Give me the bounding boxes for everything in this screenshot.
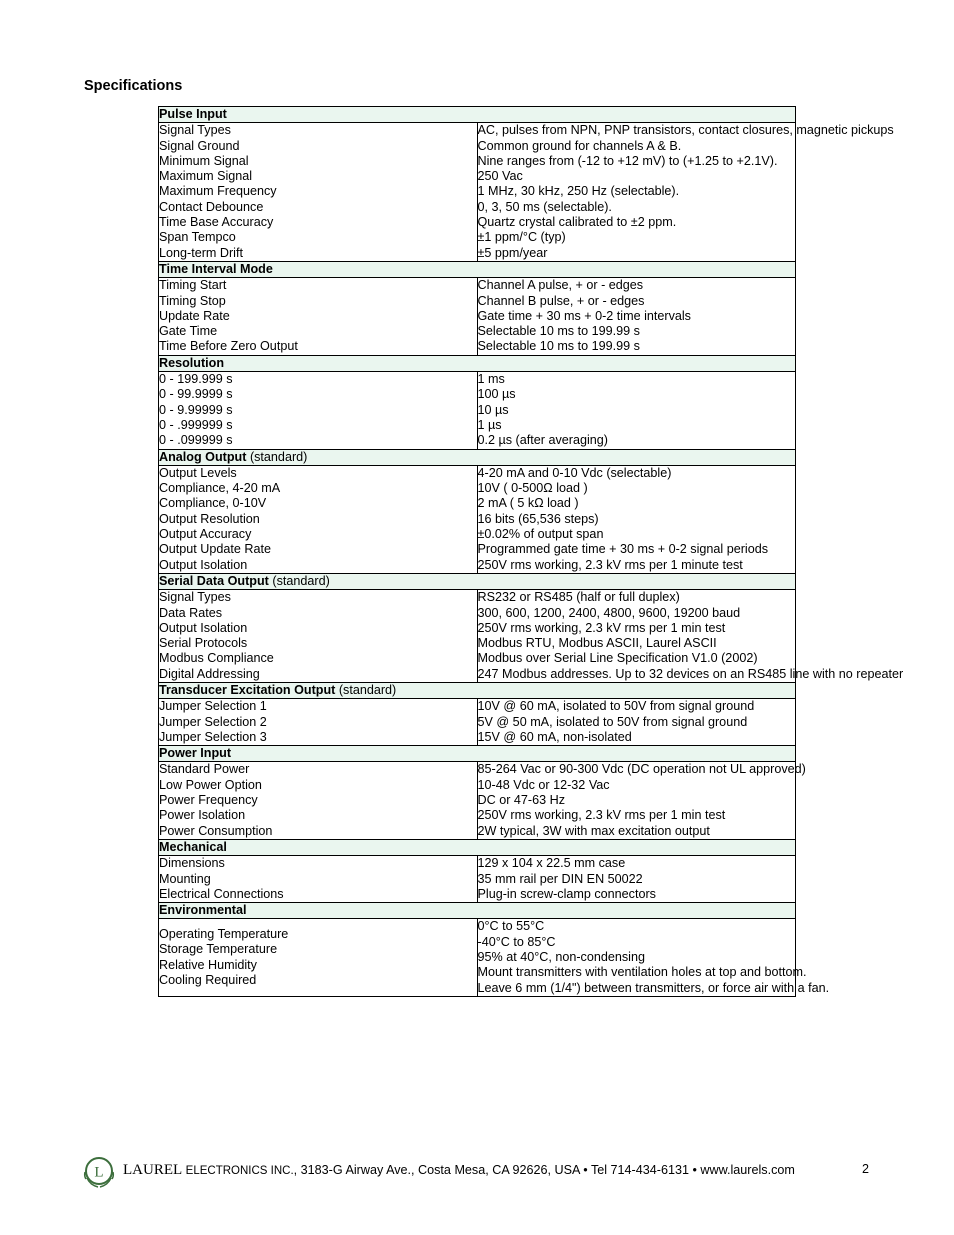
- spec-label: Update Rate: [159, 308, 230, 323]
- section-title: Transducer Excitation Output: [159, 682, 336, 697]
- spec-values-cell: [477, 919, 830, 996]
- section-body-row: [159, 278, 796, 355]
- section-body-row: [159, 590, 796, 683]
- spec-label: Span Tempco: [159, 230, 236, 245]
- spec-values-cell: [477, 278, 796, 355]
- spec-value: 1 µs: [477, 417, 502, 432]
- section-title: Serial Data Output: [159, 573, 269, 588]
- footer-company: ELECTRONICS INC.: [185, 1165, 294, 1177]
- spec-label: Digital Addressing: [159, 666, 260, 681]
- spec-labels-cell: [159, 372, 478, 449]
- section-header: [159, 449, 796, 465]
- spec-value: 0, 3, 50 ms (selectable).: [477, 199, 612, 214]
- spec-value: Quartz crystal calibrated to ±2 ppm.: [477, 215, 677, 230]
- spec-value: 250 Vac: [477, 169, 523, 184]
- spec-label: Power Isolation: [159, 808, 246, 823]
- section-body-row: [159, 856, 796, 903]
- footer-contact: [123, 1162, 795, 1179]
- page-title: Specifications: [84, 78, 183, 94]
- spec-value: 15V @ 60 mA, non-isolated: [477, 729, 632, 744]
- spec-label: Relative Humidity: [159, 957, 257, 972]
- section-header-row: [159, 746, 796, 762]
- section-body-row: [159, 699, 796, 746]
- section-body-row: [159, 762, 796, 839]
- spec-labels-cell: [159, 465, 478, 573]
- footer-tel: Tel 714-434-6131: [590, 1163, 689, 1177]
- spec-label: Gate Time: [159, 324, 218, 339]
- spec-value: Modbus RTU, Modbus ASCII, Laurel ASCII: [477, 636, 717, 651]
- section-header-row: [159, 682, 796, 698]
- section-title: Resolution: [159, 355, 225, 370]
- spec-label: Jumper Selection 3: [159, 729, 267, 744]
- section-qualifier: (standard): [338, 682, 397, 697]
- spec-label: Mounting: [159, 871, 211, 886]
- section-header: [159, 355, 796, 371]
- spec-value: -40°C to 85°C: [477, 934, 556, 949]
- svg-text:L: L: [94, 1164, 104, 1181]
- spec-label: Signal Ground: [159, 138, 240, 153]
- spec-labels-cell: [159, 123, 478, 262]
- section-title: Power Input: [159, 746, 232, 761]
- spec-value: 10 µs: [477, 402, 509, 417]
- spec-label: Output Resolution: [159, 511, 260, 526]
- spec-value: 247 Modbus addresses. Up to 32 devices on an RS485 line with no repeater: [477, 666, 904, 681]
- spec-labels-cell: [159, 856, 478, 903]
- spec-label: Cooling Required: [159, 972, 257, 987]
- spec-value: RS232 or RS485 (half or full duplex): [477, 590, 680, 605]
- spec-value: 95% at 40°C, non-condensing: [477, 950, 645, 965]
- spec-value: 85-264 Vac or 90-300 Vdc (DC operation not UL approved): [477, 762, 806, 777]
- spec-label: Electrical Connections: [159, 886, 284, 901]
- spec-label: Contact Debounce: [159, 199, 264, 214]
- spec-value: 35 mm rail per DIN EN 50022: [477, 871, 643, 886]
- section-body-row: [159, 123, 796, 262]
- spec-label: Output Isolation: [159, 620, 248, 635]
- spec-label: 0 - .099999 s: [159, 433, 233, 448]
- section-header: [159, 107, 796, 123]
- section-body-row: [159, 919, 796, 996]
- spec-value: 16 bits (65,536 steps): [477, 511, 599, 526]
- section-header-row: [159, 355, 796, 371]
- spec-value: 1 MHz, 30 kHz, 250 Hz (selectable).: [477, 184, 680, 199]
- spec-label: Long-term Drift: [159, 245, 243, 260]
- spec-value: Channel A pulse, + or - edges: [477, 278, 644, 293]
- spec-label: Compliance, 0-10V: [159, 496, 267, 511]
- spec-value: DC or 47-63 Hz: [477, 793, 565, 808]
- section-header: [159, 839, 796, 855]
- section-header-row: [159, 839, 796, 855]
- spec-values-cell: [477, 590, 904, 683]
- spec-value: Mount transmitters with ventilation holes at top and bottom.: [477, 965, 807, 980]
- footer-bullet: •: [583, 1163, 588, 1177]
- spec-values-cell: [477, 856, 796, 903]
- spec-values-cell: [477, 762, 806, 839]
- footer-address: , 3183-G Airway Ave., Costa Mesa, CA 92626, USA: [293, 1163, 580, 1177]
- spec-value: 2W typical, 3W with max excitation output: [477, 823, 710, 838]
- section-header: [159, 573, 796, 589]
- spec-label: Signal Types: [159, 123, 231, 138]
- spec-label: Standard Power: [159, 762, 250, 777]
- spec-label: Dimensions: [159, 856, 225, 871]
- spec-label: Signal Types: [159, 590, 231, 605]
- spec-value: 1 ms: [477, 372, 505, 387]
- spec-label: Power Frequency: [159, 793, 258, 808]
- spec-label: 0 - .999999 s: [159, 417, 233, 432]
- spec-label: 0 - 199.999 s: [159, 372, 233, 387]
- spec-label: 0 - 9.99999 s: [159, 402, 233, 417]
- spec-label: Timing Start: [159, 278, 227, 293]
- spec-label: Storage Temperature: [159, 942, 278, 957]
- section-qualifier: (standard): [272, 573, 330, 588]
- footer-brand: LAUREL: [123, 1162, 183, 1178]
- spec-value: Selectable 10 ms to 199.99 s: [477, 339, 640, 354]
- laurel-logo-icon: [82, 1154, 116, 1188]
- spec-value: 100 µs: [477, 387, 516, 402]
- spec-value: 5V @ 50 mA, isolated to 50V from signal ground: [477, 714, 748, 729]
- spec-value: 300, 600, 1200, 2400, 4800, 9600, 19200 baud: [477, 605, 741, 620]
- spec-label: Timing Stop: [159, 293, 226, 308]
- spec-labels-cell: [159, 278, 478, 355]
- spec-label: Modbus Compliance: [159, 651, 274, 666]
- spec-value: Modbus over Serial Line Specification V1.0 (2002): [477, 651, 758, 666]
- section-title: Analog Output: [159, 449, 247, 464]
- spec-label: Output Levels: [159, 465, 237, 480]
- spec-label: Low Power Option: [159, 777, 262, 792]
- section-title: Pulse Input: [159, 107, 227, 121]
- spec-label: Time Before Zero Output: [159, 339, 298, 354]
- section-header: [159, 903, 796, 919]
- spec-values-cell: [477, 123, 894, 262]
- section-header: [159, 682, 796, 698]
- spec-label: Operating Temperature: [159, 927, 289, 942]
- spec-label: Output Accuracy: [159, 527, 252, 542]
- spec-labels-cell: [159, 762, 478, 839]
- spec-value: 4-20 mA and 0-10 Vdc (selectable): [477, 465, 672, 480]
- spec-label: Time Base Accuracy: [159, 215, 274, 230]
- page-footer: [82, 1154, 882, 1188]
- spec-value: Gate time + 30 ms + 0-2 time intervals: [477, 308, 691, 323]
- footer-website-link[interactable]: www.laurels.com: [700, 1163, 795, 1177]
- spec-label: Output Update Rate: [159, 542, 272, 557]
- section-body-row: [159, 372, 796, 449]
- spec-value: 10-48 Vdc or 12-32 Vac: [477, 777, 610, 792]
- spec-value: 2 mA ( 5 kΩ load ): [477, 496, 579, 511]
- spec-value: Selectable 10 ms to 199.99 s: [477, 324, 640, 339]
- spec-value: AC, pulses from NPN, PNP transistors, contact closures, magnetic pickups: [477, 123, 894, 138]
- spec-label: Serial Protocols: [159, 636, 248, 651]
- spec-value: Common ground for channels A & B.: [477, 138, 682, 153]
- specifications-table: [158, 106, 904, 997]
- spec-value: Channel B pulse, + or - edges: [477, 293, 645, 308]
- spec-value: 129 x 104 x 22.5 mm case: [477, 856, 626, 871]
- spec-label: Maximum Frequency: [159, 184, 277, 199]
- spec-label: Power Consumption: [159, 823, 273, 838]
- spec-value: 10V @ 60 mA, isolated to 50V from signal ground: [477, 699, 755, 714]
- spec-value: 10V ( 0-500Ω load ): [477, 481, 588, 496]
- section-title: Environmental: [159, 903, 247, 918]
- spec-value: Plug-in screw-clamp connectors: [477, 886, 656, 901]
- page-number: 2: [862, 1162, 870, 1176]
- spec-value: ±0.02% of output span: [477, 527, 604, 542]
- section-body-row: [159, 465, 796, 573]
- spec-label: Jumper Selection 2: [159, 714, 267, 729]
- section-header-row: [159, 573, 796, 589]
- spec-value: ±1 ppm/°C (typ): [477, 230, 566, 245]
- spec-value: 0°C to 55°C: [477, 919, 545, 934]
- spec-value: 250V rms working, 2.3 kV rms per 1 min test: [477, 808, 726, 823]
- spec-value: 0.2 µs (after averaging): [477, 433, 608, 448]
- spec-label: Data Rates: [159, 605, 222, 620]
- spec-value: 250V rms working, 2.3 kV rms per 1 min test: [477, 620, 726, 635]
- spec-value: Programmed gate time + 30 ms + 0-2 signal periods: [477, 542, 768, 557]
- spec-values-cell: [477, 699, 796, 746]
- section-title: Time Interval Mode: [159, 261, 273, 276]
- section-qualifier: (standard): [249, 449, 308, 464]
- spec-labels-cell: [159, 590, 478, 683]
- spec-values-cell: [477, 465, 796, 573]
- spec-labels-cell: [159, 919, 478, 996]
- spec-value: Leave 6 mm (1/4") between transmitters, or force air with a fan.: [477, 980, 830, 995]
- section-title: Mechanical: [159, 839, 227, 854]
- spec-value: Nine ranges from (-12 to +12 mV) to (+1.25 to +2.1V).: [477, 153, 778, 168]
- section-header: [159, 746, 796, 762]
- spec-label: Output Isolation: [159, 557, 248, 572]
- section-header-row: [159, 261, 796, 277]
- section-header: [159, 261, 796, 277]
- spec-label: Compliance, 4-20 mA: [159, 481, 281, 496]
- section-header-row: [159, 107, 796, 123]
- spec-labels-cell: [159, 699, 478, 746]
- section-header-row: [159, 449, 796, 465]
- spec-values-cell: [477, 372, 796, 449]
- spec-label: 0 - 99.9999 s: [159, 387, 233, 402]
- section-header-row: [159, 903, 796, 919]
- spec-label: Maximum Signal: [159, 169, 253, 184]
- spec-label: Minimum Signal: [159, 153, 249, 168]
- spec-value: ±5 ppm/year: [477, 245, 548, 260]
- spec-label: Jumper Selection 1: [159, 699, 267, 714]
- footer-bullet: •: [692, 1163, 697, 1177]
- spec-value: 250V rms working, 2.3 kV rms per 1 minute test: [477, 557, 743, 572]
